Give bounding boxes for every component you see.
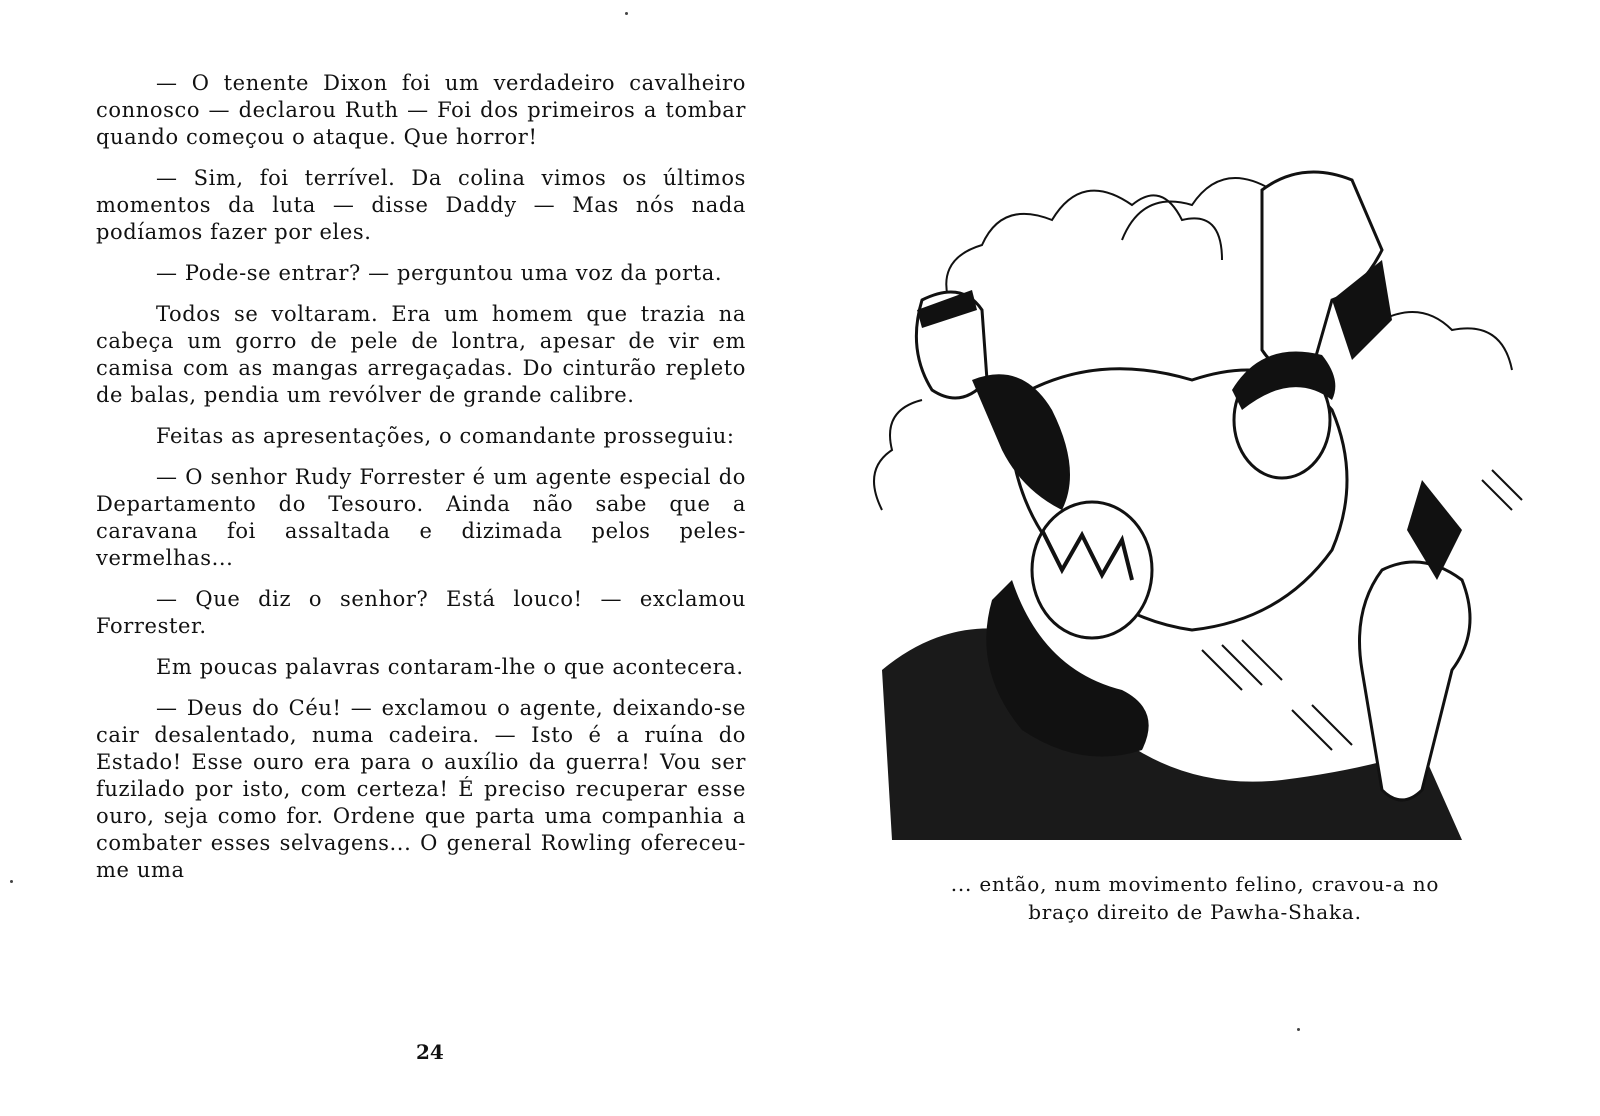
paragraph-4: Todos se voltaram. Era um homem que trazia na cabeça um gorro de pele de lontra, apesar de vir em camisa com as mangas arregaçadas. Do cinturão repleto de balas, pendia um revólver de grande calibre. — [96, 302, 746, 407]
paragraph-7: — Que diz o senhor? Está louco! — exclamou Forrester. — [96, 587, 746, 638]
paragraph-2: — Sim, foi terrível. Da colina vimos os últimos momentos da luta — disse Daddy — Mas nós nada podíamos fazer por eles. — [96, 166, 746, 244]
paragraph-6: — O senhor Rudy Forrester é um agente especial do Departamento do Tesouro. Ainda não sabe que a caravana foi assaltada e dizimada pelos peles-vermelhas... — [96, 465, 746, 570]
print-speck — [625, 12, 628, 15]
paragraph-5: Feitas as apresentações, o comandante prosseguiu: — [156, 424, 735, 448]
paragraph-3: — Pode-se entrar? — perguntou uma voz da porta. — [156, 261, 723, 285]
print-speck — [1297, 1028, 1300, 1031]
caption-line-1: ... então, num movimento felino, cravou-a no — [950, 872, 1440, 896]
paragraph-1: — O tenente Dixon foi um verdadeiro cavalheiro connosco — declarou Ruth — Foi dos primeiros a tombar quando começou o ataque. Que horror! — [96, 71, 746, 149]
page-number: 24 — [416, 1040, 444, 1064]
illustration-caption — [870, 870, 1520, 926]
print-speck — [10, 880, 13, 883]
paragraph-8: Em poucas palavras contaram-lhe o que acontecera. — [156, 655, 744, 679]
caption-line-2: braço direito de Pawha-Shaka. — [1028, 900, 1362, 924]
fight-scene-illustration — [862, 150, 1542, 840]
paragraph-9: — Deus do Céu! — exclamou o agente, deixando-se cair desalentado, numa cadeira. — Isto é a ruína do Estado! Esse ouro era para o auxílio da guerra! Vou ser fuzilado por isto, com certeza! É preciso recuperar esse ouro, seja como for. Ordene que parta uma companhia a combater esses selvagens... O general Rowling ofereceu-me uma — [96, 696, 746, 882]
left-page — [96, 70, 746, 990]
